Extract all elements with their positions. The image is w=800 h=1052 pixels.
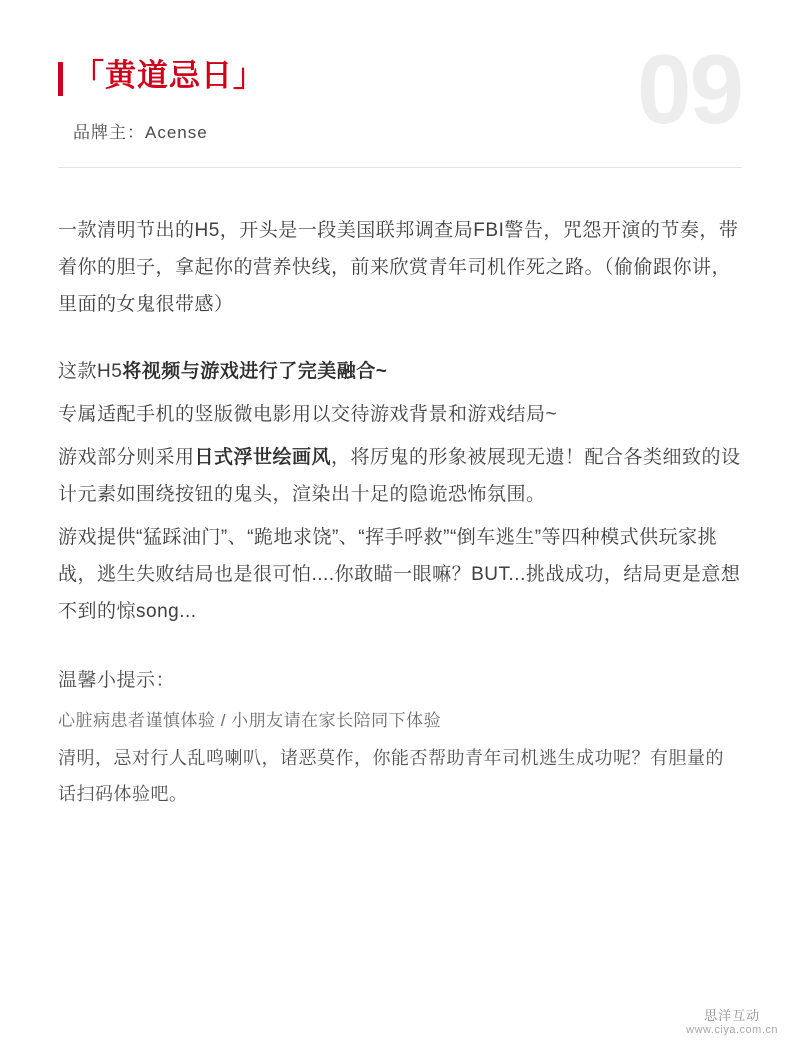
main-line-1 — [58, 353, 742, 390]
main-line-2: 专属适配手机的竖版微电影用以交待游戏背景和游戏结局~ — [58, 404, 558, 426]
tips-title: 温馨小提示： — [58, 670, 176, 692]
watermark — [686, 1008, 778, 1038]
main-section — [58, 353, 742, 630]
accent-bar — [58, 62, 63, 96]
main-line-3-strong: 日式浮世绘画风 — [194, 447, 332, 469]
header-divider — [58, 167, 742, 168]
main-line-3-part1: 游戏部分则采用 — [58, 447, 195, 469]
document-body — [58, 212, 742, 812]
main-line-1-normal: 这款H5 — [58, 361, 123, 383]
tips-body: 清明，忌对行人乱鸣喇叭，诸恶莫作，你能否帮助青年司机逃生成功呢？有胆量的话扫码体验吧。 — [58, 747, 724, 804]
main-line-3 — [58, 439, 742, 513]
main-line-4: 游戏提供“猛踩油门”、“跪地求饶”、“挥手呼救”“倒车逃生”等四种模式供玩家挑战，逃生失败结局也是很可怕....你敢瞄一眼嘛？BUT...挑战成功，结局更是意想不到的惊song... — [58, 527, 741, 623]
page-number: 09 — [636, 34, 742, 144]
tips-section — [58, 662, 742, 811]
main-line-1-strong: 将视频与游戏进行了完美融合~ — [122, 361, 388, 383]
intro-paragraph: 一款清明节出的H5，开头是一段美国联邦调查局FBI警告，咒怨开演的节奏，带着你的胆子，拿起你的营养快线，前来欣赏青年司机作死之路。（偷偷跟你讲，里面的女鬼很带感） — [58, 220, 739, 316]
brand-label: 品牌主：Acense — [73, 123, 208, 143]
page-title: 「黄道忌日」 — [73, 58, 265, 93]
tips-subtitle: 心脏病患者谨慎体验 / 小朋友请在家长陪同下体验 — [58, 710, 442, 730]
watermark-url: www.ciya.com.cn — [686, 1024, 778, 1037]
document-header — [58, 34, 742, 186]
watermark-name: 思洋互动 — [704, 1008, 761, 1023]
main-line-3-part2: ，将厉鬼的形象被展现无遗！配合各类细致的设计元素如围绕按钮的鬼头，渲染出十足的隐诡恐怖氛围。 — [58, 447, 741, 506]
